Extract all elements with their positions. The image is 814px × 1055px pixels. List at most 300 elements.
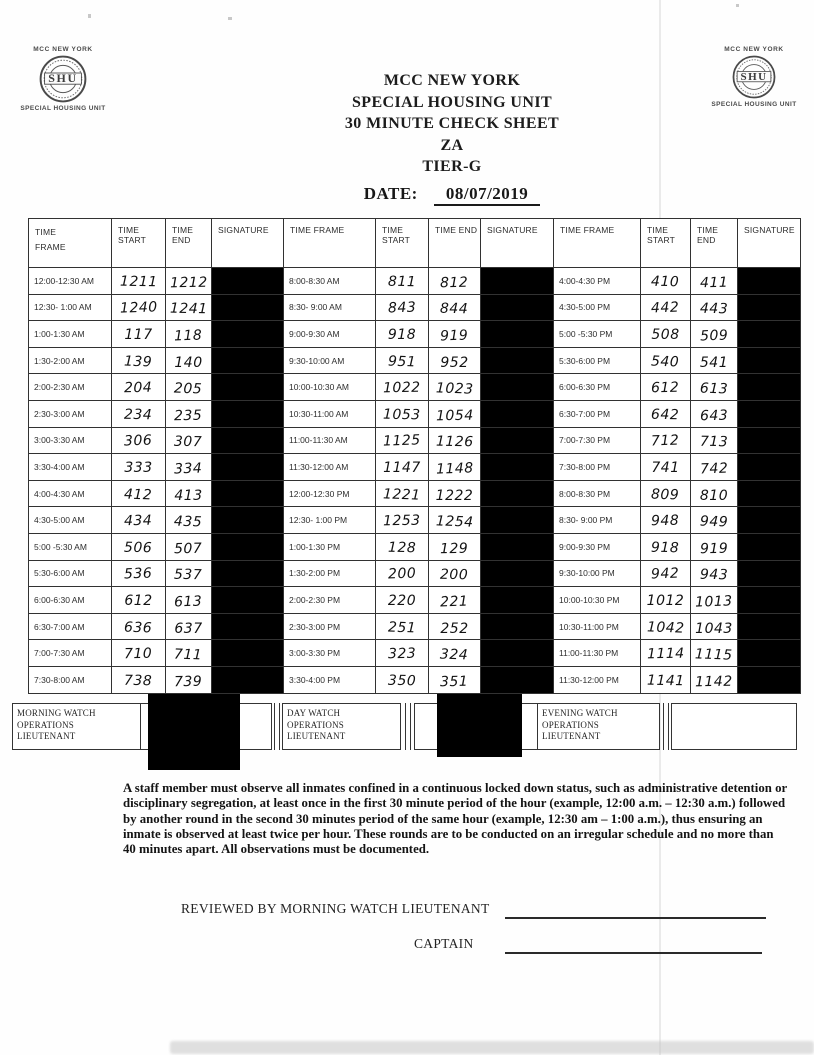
time-frame-cell: 8:30- 9:00 AM [284,294,376,321]
time-end-handwritten-value: 324 [440,646,469,664]
time-start-cell [112,374,166,401]
table-row [29,321,284,348]
time-end-cell [691,400,738,427]
time-frame-cell: 5:30-6:00 AM [29,560,112,587]
time-frame-cell: 3:00-3:30 AM [29,427,112,454]
signature-cell-redacted [212,613,284,640]
time-end-cell [691,666,738,693]
time-frame-cell: 11:30-12:00 PM [554,666,641,693]
time-end-handwritten-value: 1142 [695,673,733,691]
table-row [284,533,554,560]
signature-cell-redacted [212,587,284,614]
time-frame-cell: 1:30-2:00 AM [29,347,112,374]
time-end-cell [166,533,212,560]
time-start-handwritten-value: 251 [387,619,417,637]
signature-cell-redacted [738,321,801,348]
time-end-cell [429,560,481,587]
evening-watch-signature-box [671,703,797,750]
date-label: DATE: [363,184,418,203]
time-frame-cell: 3:30-4:00 PM [284,666,376,693]
time-end-handwritten-value: 1013 [694,593,734,611]
time-frame-cell: 11:00-11:30 AM [284,427,376,454]
signature-cell-redacted [738,294,801,321]
time-frame-cell: 4:30-5:00 AM [29,507,112,534]
time-frame-cell: 1:00-1:30 PM [284,533,376,560]
table-row [29,268,284,295]
scan-speck [736,4,739,7]
time-end-handwritten-value: 351 [440,673,469,690]
time-end-handwritten-value: 334 [174,460,203,478]
time-start-cell [112,613,166,640]
signature-cell-redacted [738,480,801,507]
table-row [29,507,284,534]
time-start-cell [641,454,691,481]
time-frame-cell: 6:30-7:00 PM [554,400,641,427]
time-frame-cell: 7:30-8:00 PM [554,454,641,481]
time-start-cell [376,533,429,560]
time-start-handwritten-value: 442 [651,299,680,317]
signature-cell-redacted [738,507,801,534]
time-end-cell [691,533,738,560]
time-start-handwritten-value: 540 [651,353,680,371]
check-table-section-3 [553,218,801,694]
time-frame-cell: 9:00-9:30 PM [554,533,641,560]
time-end-handwritten-value: 810 [699,487,729,504]
time-end-cell [429,507,481,534]
svg-text:SHU: SHU [740,70,768,83]
time-start-handwritten-value: 306 [124,432,153,450]
time-start-handwritten-value: 1211 [119,273,158,291]
time-end-cell [429,454,481,481]
time-end-cell [691,347,738,374]
title-line-form: 30 MINUTE CHECK SHEET [344,115,560,132]
time-end-handwritten-value: 413 [174,487,203,504]
time-start-cell [641,374,691,401]
time-start-cell [641,400,691,427]
time-start-handwritten-value: 843 [387,299,417,317]
col-header-time-start: TIME START [376,219,429,268]
time-start-handwritten-value: 612 [124,592,153,609]
time-end-cell [691,560,738,587]
captain-signature-line [505,952,762,954]
time-start-handwritten-value: 434 [124,512,153,530]
signature-cell-redacted [738,374,801,401]
table-row [554,587,801,614]
time-start-handwritten-value: 350 [387,672,417,689]
time-start-handwritten-value: 712 [651,432,680,450]
table-row [554,480,801,507]
time-start-handwritten-value: 1240 [119,299,158,318]
signature-cell-redacted [212,507,284,534]
time-start-cell [376,613,429,640]
time-start-cell [112,587,166,614]
time-end-handwritten-value: 509 [699,327,729,345]
signature-cell-redacted [212,533,284,560]
table-row [284,480,554,507]
evening-watch-label: EVENING WATCH OPERATIONS LIEUTENANT [542,708,618,741]
time-end-handwritten-value: 1148 [435,460,474,478]
time-start-cell [641,507,691,534]
signature-cell-redacted [212,480,284,507]
table-row [284,374,554,401]
scan-speck [88,14,91,18]
time-end-handwritten-value: 1115 [694,646,734,664]
time-start-handwritten-value: 1042 [646,618,685,637]
time-frame-cell: 8:30- 9:00 PM [554,507,641,534]
time-frame-cell: 12:30- 1:00 PM [284,507,376,534]
time-frame-cell: 4:30-5:00 PM [554,294,641,321]
time-frame-cell: 2:00-2:30 AM [29,374,112,401]
table-row [29,640,284,667]
title-line-za: ZA [440,136,464,154]
table-row [284,400,554,427]
signature-cell-redacted [212,400,284,427]
signature-cell-redacted [481,640,554,667]
time-start-cell [112,640,166,667]
time-frame-cell: 8:00-8:30 AM [284,268,376,295]
time-start-cell [112,321,166,348]
time-end-handwritten-value: 200 [440,567,469,584]
signature-cell-redacted [481,480,554,507]
logo-top-text: MCC NEW YORK [724,46,784,53]
time-start-cell [376,321,429,348]
scan-artifact-bottom-smudge [170,1041,814,1054]
time-start-handwritten-value: 128 [387,539,417,556]
time-end-handwritten-value: 252 [440,620,469,637]
time-end-cell [691,454,738,481]
time-end-cell [166,480,212,507]
time-start-handwritten-value: 139 [124,353,153,371]
time-start-cell [641,587,691,614]
time-start-handwritten-value: 612 [651,379,680,397]
signature-cell-redacted [738,454,801,481]
time-end-cell [691,640,738,667]
signature-cell-redacted [481,268,554,295]
table-row [554,400,801,427]
time-end-cell [166,294,212,321]
time-end-handwritten-value: 943 [699,567,729,584]
captain-label: CAPTAIN [414,936,474,951]
signature-cell-redacted [481,427,554,454]
time-frame-cell: 10:00-10:30 AM [284,374,376,401]
time-start-handwritten-value: 117 [124,326,153,343]
time-frame-cell: 12:00-12:30 PM [284,480,376,507]
observation-policy-text: A staff member must observe all inmates confined in a continuous locked down status, such as administrative detention or disciplinary segregation, at least once in the first 30 minute period of the hour (example, 12:00 a.m. – 12:30 a.m.) followed by another round in the second 30 minutes period of the same hour (example, 12:30 am – 1:00 a.m.), thus ensuring an inmate is observed at least twice per hour. These rounds are to be conducted on an irregular schedule and no more than 40 minutes apart. All observations must be documented. [123,781,787,857]
time-frame-cell: 1:30-2:00 PM [284,560,376,587]
time-frame-cell: 10:00-10:30 PM [554,587,641,614]
time-start-handwritten-value: 809 [651,486,680,504]
time-frame-cell: 5:30-6:00 PM [554,347,641,374]
signature-cell-redacted [481,560,554,587]
time-start-handwritten-value: 1053 [383,406,421,424]
time-start-cell [641,613,691,640]
table-row [554,321,801,348]
time-start-handwritten-value: 412 [124,486,153,504]
col-header-time-start: TIME START [112,219,166,268]
time-frame-cell: 7:00-7:30 PM [554,427,641,454]
time-start-handwritten-value: 220 [387,592,417,609]
col-header-signature: SIGNATURE [481,219,554,268]
time-start-handwritten-value: 942 [651,565,680,583]
time-end-handwritten-value: 443 [699,301,729,318]
time-end-handwritten-value: 949 [699,513,729,531]
time-end-cell [166,587,212,614]
time-frame-cell: 6:30-7:00 AM [29,613,112,640]
time-start-cell [112,533,166,560]
table-row [554,374,801,401]
time-frame-cell: 6:00-6:30 PM [554,374,641,401]
table-row [29,587,284,614]
shu-seal-icon [39,55,87,103]
table-row [284,347,554,374]
reviewed-by-signature-line [505,917,766,919]
table-row [554,666,801,693]
time-start-cell [376,454,429,481]
signature-cell-redacted [212,374,284,401]
time-frame-cell: 7:30-8:00 AM [29,666,112,693]
time-end-handwritten-value: 844 [440,301,469,318]
title-line-tier: TIER-G [422,158,482,175]
time-start-handwritten-value: 1114 [646,645,685,663]
time-end-handwritten-value: 919 [699,540,729,557]
time-start-handwritten-value: 710 [124,645,153,663]
time-start-handwritten-value: 536 [124,565,153,583]
shu-logo-right [709,46,799,108]
table-row [284,613,554,640]
time-end-handwritten-value: 205 [174,380,203,398]
signature-cell-redacted [212,640,284,667]
time-start-handwritten-value: 1012 [646,592,685,609]
time-end-handwritten-value: 643 [699,407,729,425]
time-end-cell [429,347,481,374]
table-row [29,666,284,693]
time-frame-cell: 2:30-3:00 PM [284,613,376,640]
date-row [285,184,619,204]
col-header-time-end: TIME END [429,219,481,268]
time-end-handwritten-value: 1023 [435,380,474,398]
time-frame-cell: 12:30- 1:00 AM [29,294,112,321]
time-start-cell [376,666,429,693]
logo-bottom-text: SPECIAL HOUSING UNIT [711,101,797,108]
time-frame-cell: 5:00 -5:30 AM [29,533,112,560]
day-watch-label: DAY WATCH OPERATIONS LIEUTENANT [287,708,346,741]
time-end-cell [166,560,212,587]
time-frame-cell: 11:30-12:00 AM [284,454,376,481]
time-start-handwritten-value: 918 [651,539,680,556]
table-row [554,294,801,321]
divider-line [279,703,280,750]
table-row [284,454,554,481]
time-end-handwritten-value: 613 [699,380,729,398]
col-header-signature: SIGNATURE [738,219,801,268]
time-start-cell [641,268,691,295]
time-end-cell [166,427,212,454]
time-end-cell [166,666,212,693]
time-frame-cell: 10:30-11:00 PM [554,613,641,640]
time-frame-cell: 11:00-11:30 PM [554,640,641,667]
day-watch-box [282,703,401,750]
time-end-cell [166,613,212,640]
divider-line [668,703,669,750]
time-start-cell [376,400,429,427]
signature-cell-redacted [481,533,554,560]
time-end-cell [691,480,738,507]
time-start-cell [112,507,166,534]
time-start-handwritten-value: 234 [124,406,153,424]
signature-cell-redacted [481,507,554,534]
time-frame-cell: 3:00-3:30 PM [284,640,376,667]
signature-cell-redacted [481,454,554,481]
time-start-cell [376,587,429,614]
signature-cell-redacted [481,666,554,693]
table-row [284,294,554,321]
time-start-cell [641,560,691,587]
time-frame-cell: 2:00-2:30 PM [284,587,376,614]
time-start-cell [112,400,166,427]
signature-cell-redacted [738,533,801,560]
divider-line [663,703,664,750]
time-end-cell [691,507,738,534]
divider-line [405,703,406,750]
time-start-handwritten-value: 636 [124,619,153,637]
time-start-handwritten-value: 508 [651,326,680,343]
date-value: 08/07/2019 [434,184,540,206]
time-end-handwritten-value: 541 [699,354,729,371]
signature-cell-redacted [481,587,554,614]
time-start-handwritten-value: 1022 [383,379,421,397]
time-start-cell [112,294,166,321]
time-end-handwritten-value: 307 [174,434,203,451]
time-start-handwritten-value: 200 [387,565,417,583]
signature-cell-redacted [212,454,284,481]
table-row [554,347,801,374]
time-start-cell [376,374,429,401]
check-table-section-1 [28,218,284,694]
col-header-time-frame: TIME FRAME [554,219,641,268]
time-end-handwritten-value: 711 [174,646,203,664]
time-start-cell [376,268,429,295]
time-start-cell [641,666,691,693]
time-start-handwritten-value: 948 [651,512,680,530]
time-start-cell [376,294,429,321]
table-row [554,507,801,534]
time-end-cell [691,321,738,348]
time-start-cell [376,640,429,667]
table-row [284,321,554,348]
divider-line [274,703,275,750]
time-end-handwritten-value: 1043 [695,620,733,637]
table-row [29,613,284,640]
table-row [29,560,284,587]
time-frame-cell: 5:00 -5:30 PM [554,321,641,348]
time-start-cell [112,268,166,295]
time-end-cell [691,587,738,614]
time-end-handwritten-value: 1254 [435,513,474,531]
evening-watch-signature-area [672,704,796,749]
col-header-time-frame: TIME FRAME [29,219,112,268]
time-end-cell [691,374,738,401]
time-end-cell [429,321,481,348]
time-start-handwritten-value: 741 [651,459,680,476]
time-start-cell [112,347,166,374]
signature-cell-redacted [738,587,801,614]
time-end-cell [429,480,481,507]
time-frame-cell: 6:00-6:30 AM [29,587,112,614]
col-header-time-end: TIME END [691,219,738,268]
time-end-cell [429,294,481,321]
time-start-handwritten-value: 1141 [646,672,685,690]
signature-cell-redacted [481,613,554,640]
time-start-handwritten-value: 506 [124,539,153,556]
redaction-box [437,688,522,757]
time-frame-cell: 8:00-8:30 PM [554,480,641,507]
time-end-handwritten-value: 129 [440,540,469,557]
time-start-handwritten-value: 1221 [382,485,422,504]
signature-cell-redacted [212,427,284,454]
table-row [29,294,284,321]
time-start-cell [112,666,166,693]
table-row [554,640,801,667]
time-frame-cell: 12:00-12:30 AM [29,268,112,295]
time-end-cell [166,268,212,295]
time-end-cell [691,268,738,295]
table-row [29,347,284,374]
time-frame-cell: 4:00-4:30 AM [29,480,112,507]
signature-cell-redacted [481,347,554,374]
time-start-handwritten-value: 918 [387,326,417,343]
time-end-cell [429,268,481,295]
table-row [29,533,284,560]
time-start-handwritten-value: 951 [387,353,417,371]
time-end-cell [166,640,212,667]
time-end-cell [691,613,738,640]
time-start-cell [376,427,429,454]
signature-cell-redacted [481,400,554,427]
time-end-cell [429,400,481,427]
col-header-time-frame: TIME FRAME [284,219,376,268]
time-end-handwritten-value: 1054 [435,407,474,425]
time-start-cell [376,507,429,534]
time-end-handwritten-value: 221 [440,593,469,611]
table-row [284,560,554,587]
time-end-handwritten-value: 637 [174,620,203,637]
table-row [29,400,284,427]
time-start-handwritten-value: 642 [651,406,680,424]
table-row [554,454,801,481]
time-frame-cell: 3:30-4:00 AM [29,454,112,481]
time-start-handwritten-value: 323 [387,645,417,663]
table-row [284,587,554,614]
time-frame-cell: 2:30-3:00 AM [29,400,112,427]
time-end-handwritten-value: 613 [174,593,203,611]
time-end-cell [429,613,481,640]
morning-watch-label: MORNING WATCH OPERATIONS LIEUTENANT [13,704,141,749]
time-start-cell [641,427,691,454]
time-start-handwritten-value: 811 [387,273,417,291]
signature-cell-redacted [738,613,801,640]
time-start-cell [641,480,691,507]
time-start-cell [641,533,691,560]
table-row [284,507,554,534]
time-start-cell [112,560,166,587]
time-end-cell [691,427,738,454]
time-end-cell [429,640,481,667]
signature-cell-redacted [738,640,801,667]
time-end-cell [429,666,481,693]
col-header-time-end: TIME END [166,219,212,268]
time-start-handwritten-value: 738 [124,672,153,689]
table-row [29,427,284,454]
